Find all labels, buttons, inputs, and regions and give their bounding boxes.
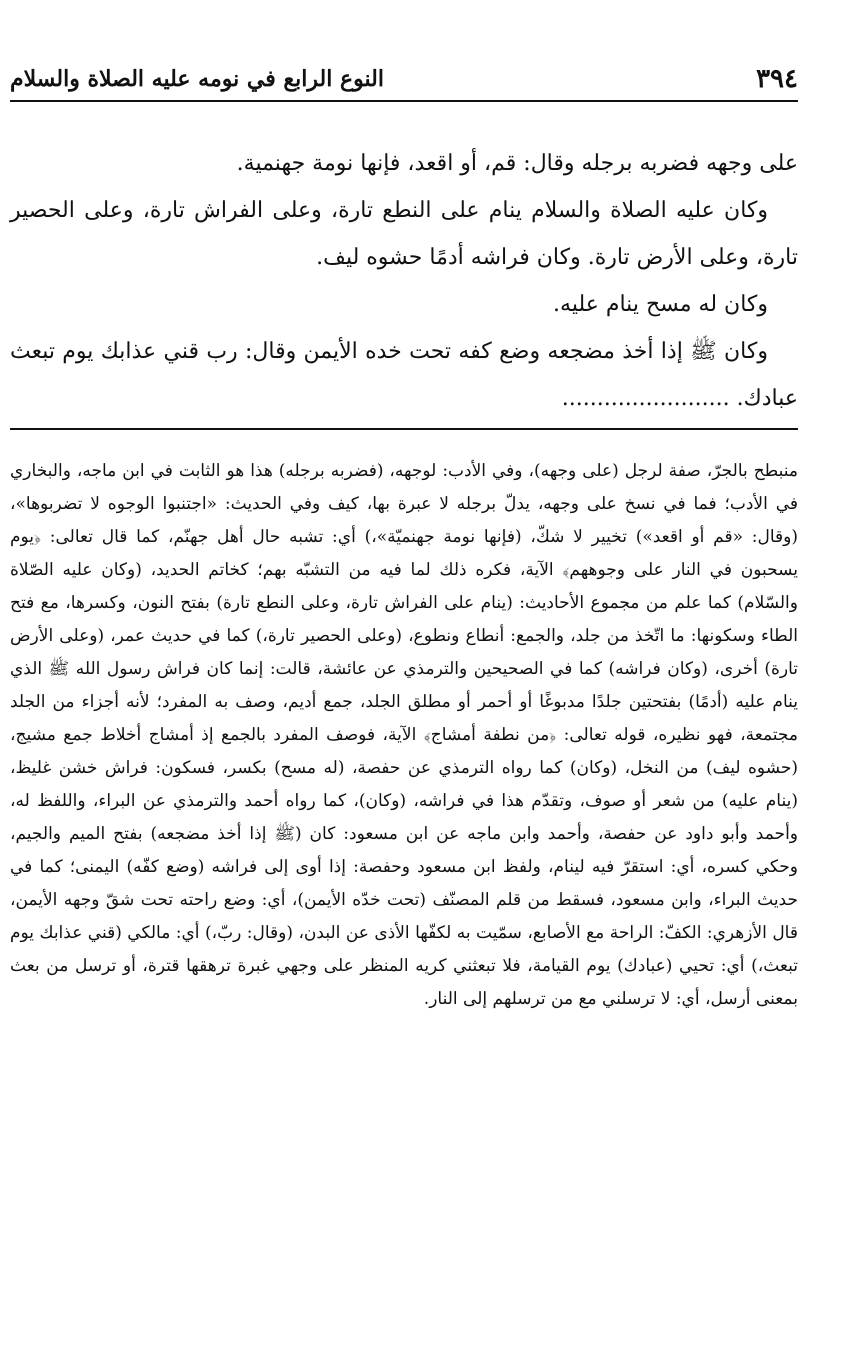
main-paragraph: وكان له مسح ينام عليه.	[553, 292, 768, 317]
ellipsis-dots: ........................	[561, 386, 730, 411]
section-divider	[10, 428, 798, 430]
main-paragraph-text: وكان ﷺ إذا أخذ مضجعه وضع كفه تحت خده الأيمن وقال: رب قني عذابك يوم تبعث عبادك.	[10, 339, 798, 411]
commentary-text	[10, 455, 798, 1016]
main-paragraph	[10, 328, 798, 422]
page-header	[10, 58, 798, 102]
main-text	[10, 140, 798, 422]
main-paragraph: وكان عليه الصلاة والسلام ينام على النطع تارة، وعلى الفراش تارة، وعلى الحصير تارة، وعلى الأرض تارة. وكان فراشه أدمًا حشوه ليف.	[10, 198, 798, 270]
commentary-paragraph: منبطح بالجرّ، صفة لرجل (على وجهه)، وفي الأدب: لوجهه، (فضربه برجله) هذا هو الثابت في ابن ماجه، والبخاري في الأدب؛ فما في نسخ على وجهه، يدلّ برجله لا عبرة بها، كيف وفي الحديث: «اجتنبوا الوجوه لا تضربوها»، (وقال: «قم أو اقعد») تخيير لا شكّ، (فإنها نومة جهنميّة»،) أي: تشبه حال أهل جهنّم، كما قال تعالى: ﴿يوم يسحبون في النار على وجوههم﴾ الآية، فكره ذلك لما فيه من التشبّه بهم؛ كخاتم الحديد، (وكان عليه الصّلاة والسّلام) كما علم من مجموع الأحاديث: (ينام على الفراش تارة، وعلى النطع تارة) بفتح النون، وكسرها، مع فتح الطاء وسكونها: ما اتّخذ من جلد، والجمع: أنطاع ونطوع، (وعلى الحصير تارة،) كما في حديث عمر، (وعلى الأرض تارة) أخرى، (وكان فراشه) كما في الصحيحين والترمذي عن عائشة، قالت: إنما كان فراش رسول الله ﷺ الذي ينام عليه (أدمًا) بفتحتين جلدًا مدبوغًا أو أحمر أو مطلق الجلد، جمع أديم، وصف به المفرد؛ لأنه أجزاء من الجلد مجتمعة، فهو نظيره، قوله تعالى: ﴿من نطفة أمشاج﴾ الآية، فوصف المفرد بالجمع إذ أمشاج أخلاط جمع مشيج، (حشوه ليف) من النخل، (وكان) كما رواه الترمذي عن حفصة، (له مسح) بكسر، فسكون: فراش خشن غليظ، (ينام عليه) من شعر أو صوف، وتقدّم هذا في فراشه، (وكان)، كما رواه أحمد والترمذي عن البراء، واللفظ له، وأحمد وأبو داود عن حفصة، وأحمد وابن ماجه عن ابن مسعود: كان (ﷺ إذا أخذ مضجعه) بفتح الميم والجيم، وحكي كسره، أي: استقرّ فيه لينام، ولفظ ابن مسعود وحفصة: إذا أوى إلى فراشه (وضع كفّه) اليمنى؛ كما في حديث البراء، وابن مسعود، فسقط من قلم المصنّف (تحت خدّه الأيمن)، أي: وضع راحته تحت شقّ وجهه الأيمن، قال الأزهري: الكفّ: الراحة مع الأصابع، سمّيت به لكفّها الأذى عن البدن، (وقال: ربّ،) أي: مالكي (قني عذابك يوم تبعث،) أي: تحيي (عبادك) يوم القيامة، فلا تبعثني كريه المنظر على وجهي غبرة ترهقها قترة، أو ترسل من بعث بمعنى أرسل، أي: لا ترسلني مع من ترسلهم إلى النار.	[10, 461, 798, 1009]
page-number: ٣٩٤	[756, 64, 798, 94]
main-paragraph: على وجهه فضربه برجله وقال: قم، أو اقعد، فإنها نومة جهنمية.	[236, 151, 798, 176]
running-title: النوع الرابع في نومه عليه الصلاة والسلام	[10, 66, 384, 92]
